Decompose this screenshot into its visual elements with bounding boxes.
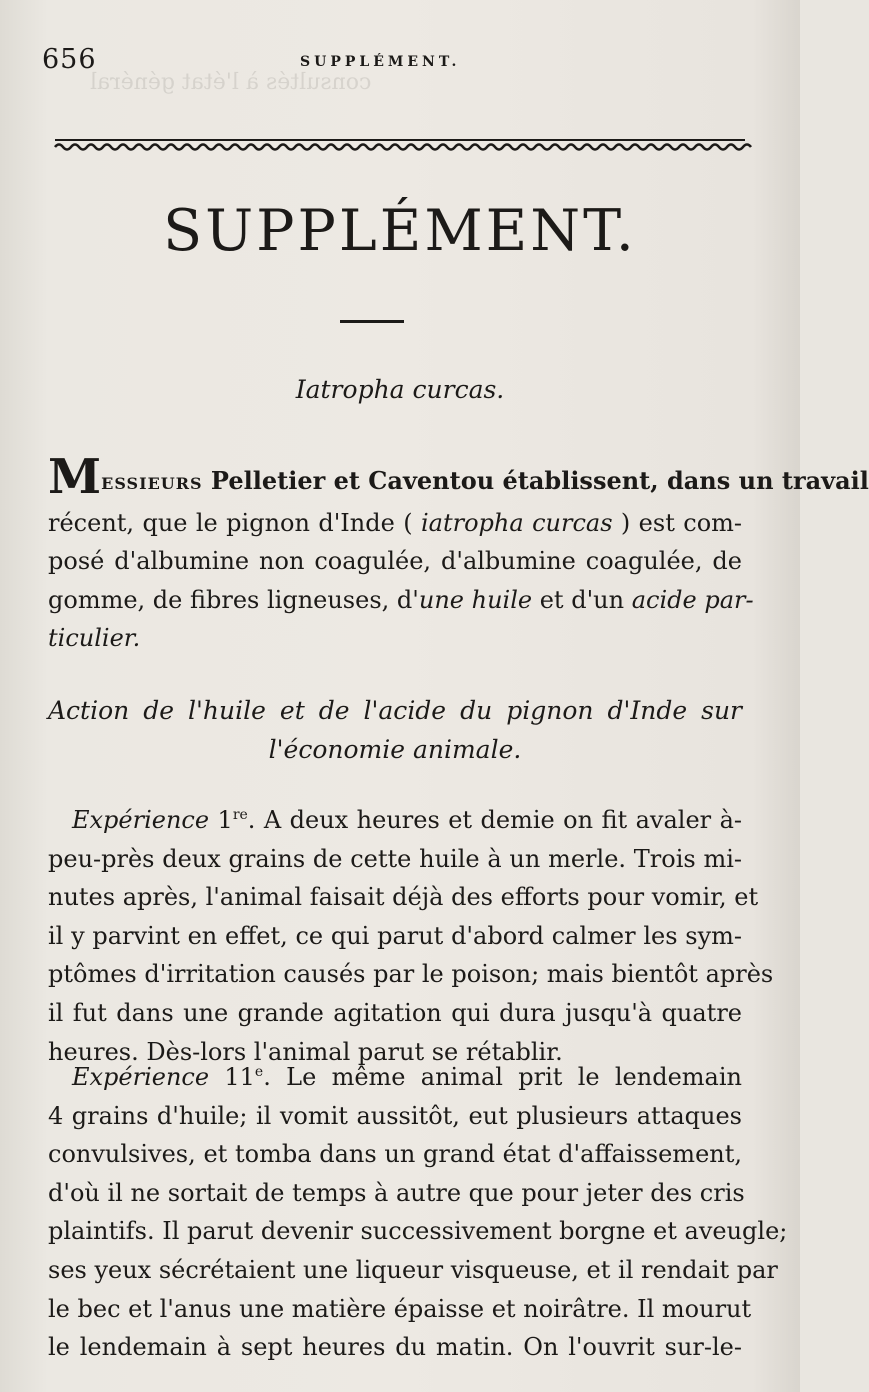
text-line: heures. Dès-lors l'animal parut se rétablir. xyxy=(48,1037,563,1066)
text-line xyxy=(48,801,742,840)
text-line: convulsives, et tomba dans un grand état d'affaissement, xyxy=(48,1140,742,1169)
text-line xyxy=(48,581,754,620)
page-header xyxy=(0,40,800,80)
text-line: le lendemain à sept heures du matin. On l'ouvrit sur-le- xyxy=(48,1333,742,1362)
paragraph-experience-1 xyxy=(48,801,774,1071)
text-line xyxy=(48,1058,742,1097)
text-line xyxy=(48,449,869,505)
text-span: Pelletier et Caventou établissent, dans un travail xyxy=(202,466,869,495)
italic-text: une huile xyxy=(418,585,533,614)
italic-text: Expérience xyxy=(72,806,210,834)
heading-line: l'économie animale. xyxy=(268,735,522,764)
text-span: et d'un xyxy=(532,585,632,614)
text-line xyxy=(48,504,742,543)
title-rule xyxy=(340,320,404,323)
text-line: peu-près deux grains de cette huile à un merle. Trois mi- xyxy=(48,844,742,873)
text-line: d'où il ne sortait de temps à autre que pour jeter des cris xyxy=(48,1178,745,1207)
text-line: il y parvint en effet, ce qui parut d'abord calmer les sym- xyxy=(48,921,742,950)
ornamental-wavy-rule xyxy=(55,134,745,160)
text-line: posé d'albumine non coagulée, d'albumine coagulée, de xyxy=(48,547,742,576)
text-span: récent, que le pignon d'Inde ( xyxy=(48,508,421,537)
chapter-title: SUPPLÉMENT. xyxy=(163,198,637,264)
page-number: 656 xyxy=(42,44,97,75)
superscript: e xyxy=(254,1064,264,1080)
text-line: 4 grains d'huile; il vomit aussitôt, eut plusieurs attaques xyxy=(48,1101,742,1130)
text-line: ptômes d'irritation causés par le poison; mais bientôt après xyxy=(48,960,774,989)
running-head: SUPPLÉMENT. xyxy=(300,54,461,70)
superscript: re xyxy=(232,807,248,823)
small-caps-text: ESSIEURS xyxy=(101,474,203,493)
text-line: plaintifs. Il parut devenir successivement borgne et aveugle; xyxy=(48,1217,788,1246)
paragraph-experience-2 xyxy=(48,1058,788,1367)
paragraph-intro xyxy=(48,449,869,658)
text-line: ticulier. xyxy=(48,624,141,653)
heading-line: Action de l'huile et de l'acide du pignon d'Inde sur xyxy=(48,696,742,725)
show-through-decoration: consultés à l'état général xyxy=(90,70,372,95)
italic-text: acide par- xyxy=(631,585,754,614)
text-span: gomme, de fibres ligneuses, d' xyxy=(48,585,419,614)
text-span: . A deux heures et demie on fit avaler à- xyxy=(247,806,742,834)
italic-text: Expérience xyxy=(72,1063,210,1091)
italic-text: iatropha curcas xyxy=(420,508,613,537)
text-line: il fut dans une grande agitation qui dura jusqu'à quatre xyxy=(48,998,742,1027)
text-span: . Le même animal prit le lendemain xyxy=(263,1063,742,1091)
section-subtitle: Iatropha curcas. xyxy=(295,375,505,404)
text-line: nutes après, l'animal faisait déjà des efforts pour vomir, et xyxy=(48,883,759,912)
text-span: ) est com- xyxy=(612,508,743,537)
text-line: ses yeux sécrétaient une liqueur visqueuse, et il rendait par xyxy=(48,1255,778,1284)
text-line: le bec et l'anus une matière épaisse et noirâtre. Il mourut xyxy=(48,1294,752,1323)
section-heading xyxy=(48,691,742,769)
drop-cap: M xyxy=(48,449,102,505)
numeral: 11 xyxy=(224,1063,255,1091)
numeral: 1 xyxy=(217,806,233,834)
